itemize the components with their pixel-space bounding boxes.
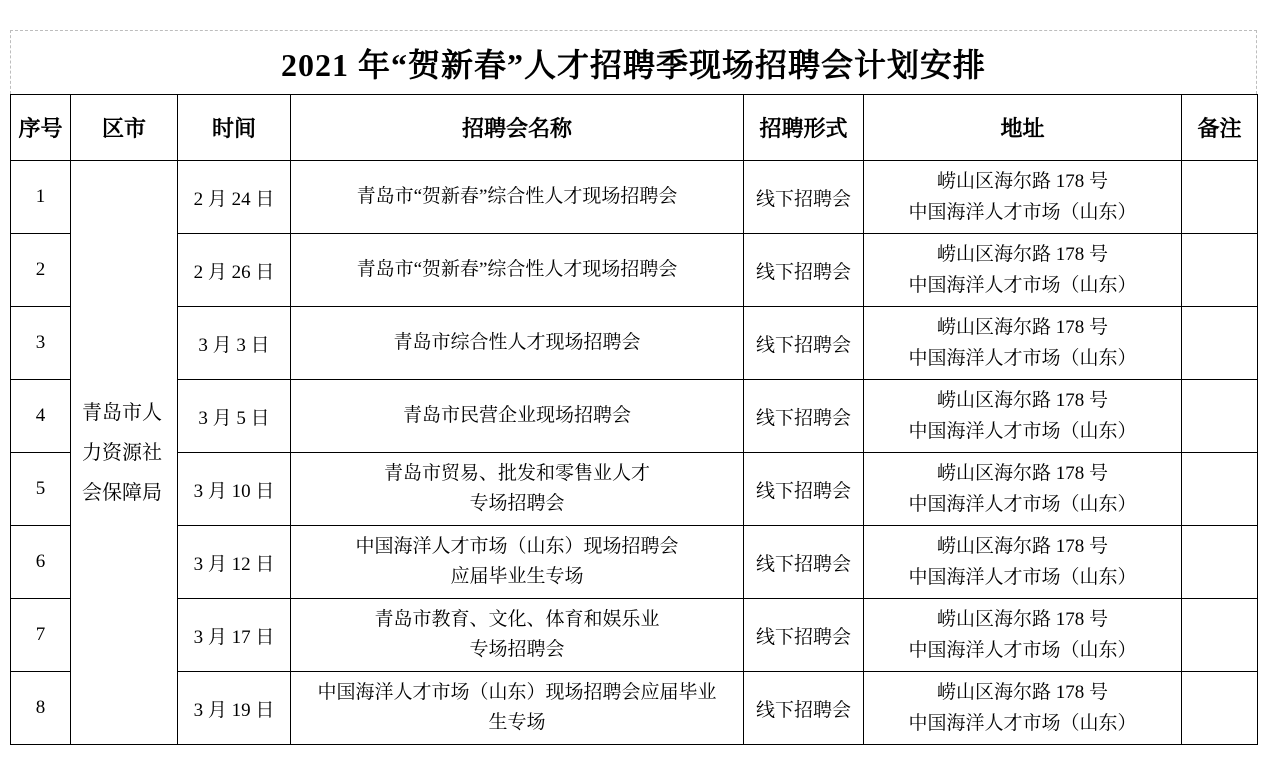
table-row	[11, 599, 1258, 672]
fair-name-line: 青岛市“贺新春”综合性人才现场招聘会	[356, 259, 678, 280]
fair-name-line: 专场招聘会	[469, 493, 565, 514]
table-row	[11, 526, 1258, 599]
cell-no: 2	[11, 234, 71, 307]
cell-name	[291, 307, 744, 380]
cell-address	[864, 453, 1182, 526]
cell-time: 3 月 5 日	[178, 380, 291, 453]
header-district: 区市	[71, 95, 178, 161]
table-row	[11, 380, 1258, 453]
address-line: 中国海洋人才市场（山东）	[908, 348, 1137, 369]
fair-name-line: 青岛市“贺新春”综合性人才现场招聘会	[356, 186, 678, 207]
cell-remark	[1182, 453, 1258, 526]
cell-address	[864, 526, 1182, 599]
cell-address	[864, 234, 1182, 307]
header-address: 地址	[864, 95, 1182, 161]
address-line: 中国海洋人才市场（山东）	[908, 494, 1137, 515]
address-line: 崂山区海尔路 178 号	[936, 463, 1108, 484]
cell-form: 线下招聘会	[744, 672, 864, 745]
cell-name	[291, 526, 744, 599]
cell-time: 3 月 17 日	[178, 599, 291, 672]
address-line: 中国海洋人才市场（山东）	[908, 713, 1137, 734]
cell-no: 5	[11, 453, 71, 526]
header-name: 招聘会名称	[291, 95, 744, 161]
address-line: 崂山区海尔路 178 号	[936, 682, 1108, 703]
cell-form: 线下招聘会	[744, 234, 864, 307]
address-line: 崂山区海尔路 178 号	[936, 317, 1108, 338]
fair-name-line: 青岛市贸易、批发和零售业人才	[383, 463, 650, 484]
cell-remark	[1182, 234, 1258, 307]
schedule-table	[10, 94, 1258, 745]
cell-form: 线下招聘会	[744, 380, 864, 453]
table-row	[11, 307, 1258, 380]
page-title: 2021 年“贺新春”人才招聘季现场招聘会计划安排	[10, 30, 1257, 94]
address-line: 中国海洋人才市场（山东）	[908, 202, 1137, 223]
cell-form: 线下招聘会	[744, 307, 864, 380]
cell-no: 4	[11, 380, 71, 453]
address-line: 中国海洋人才市场（山东）	[908, 275, 1137, 296]
cell-name	[291, 380, 744, 453]
cell-no: 1	[11, 161, 71, 234]
address-line: 中国海洋人才市场（山东）	[908, 567, 1137, 588]
cell-remark	[1182, 161, 1258, 234]
cell-address	[864, 380, 1182, 453]
table-row	[11, 234, 1258, 307]
cell-form: 线下招聘会	[744, 161, 864, 234]
table-row	[11, 161, 1258, 234]
cell-name	[291, 453, 744, 526]
fair-name-line: 专场招聘会	[469, 639, 565, 660]
fair-name-line: 中国海洋人才市场（山东）现场招聘会应届毕业	[317, 682, 717, 703]
cell-district-merged	[71, 161, 178, 745]
cell-time: 2 月 24 日	[178, 161, 291, 234]
fair-name-line: 青岛市综合性人才现场招聘会	[393, 332, 641, 353]
header-time: 时间	[178, 95, 291, 161]
cell-no: 7	[11, 599, 71, 672]
address-line: 中国海洋人才市场（山东）	[908, 640, 1137, 661]
cell-time: 3 月 3 日	[178, 307, 291, 380]
cell-name	[291, 234, 744, 307]
schedule-sheet	[10, 30, 1257, 745]
cell-address	[864, 599, 1182, 672]
cell-no: 8	[11, 672, 71, 745]
fair-name-line: 青岛市民营企业现场招聘会	[402, 405, 631, 426]
cell-remark	[1182, 672, 1258, 745]
cell-address	[864, 307, 1182, 380]
address-line: 崂山区海尔路 178 号	[936, 536, 1108, 557]
fair-name-line: 生专场	[488, 712, 546, 733]
cell-remark	[1182, 599, 1258, 672]
header-row	[11, 95, 1258, 161]
fair-name-line: 青岛市教育、文化、体育和娱乐业	[374, 609, 660, 630]
table-row	[11, 672, 1258, 745]
cell-time: 3 月 19 日	[178, 672, 291, 745]
address-line: 崂山区海尔路 178 号	[936, 171, 1108, 192]
cell-time: 3 月 10 日	[178, 453, 291, 526]
header-form: 招聘形式	[744, 95, 864, 161]
cell-name	[291, 599, 744, 672]
cell-time: 2 月 26 日	[178, 234, 291, 307]
cell-form: 线下招聘会	[744, 526, 864, 599]
cell-no: 3	[11, 307, 71, 380]
cell-form: 线下招聘会	[744, 599, 864, 672]
table-row	[11, 453, 1258, 526]
cell-remark	[1182, 380, 1258, 453]
cell-no: 6	[11, 526, 71, 599]
cell-remark	[1182, 307, 1258, 380]
cell-name	[291, 672, 744, 745]
cell-name	[291, 161, 744, 234]
address-line: 中国海洋人才市场（山东）	[908, 421, 1137, 442]
fair-name-line: 应届毕业生专场	[450, 566, 584, 587]
cell-remark	[1182, 526, 1258, 599]
header-no: 序号	[11, 95, 71, 161]
cell-form: 线下招聘会	[744, 453, 864, 526]
address-line: 崂山区海尔路 178 号	[936, 244, 1108, 265]
fair-name-line: 中国海洋人才市场（山东）现场招聘会	[355, 536, 679, 557]
address-line: 崂山区海尔路 178 号	[936, 609, 1108, 630]
address-line: 崂山区海尔路 178 号	[936, 390, 1108, 411]
header-remark: 备注	[1182, 95, 1258, 161]
cell-time: 3 月 12 日	[178, 526, 291, 599]
cell-address	[864, 161, 1182, 234]
cell-address	[864, 672, 1182, 745]
district-text: 青岛市人力资源社会保障局	[82, 401, 162, 504]
